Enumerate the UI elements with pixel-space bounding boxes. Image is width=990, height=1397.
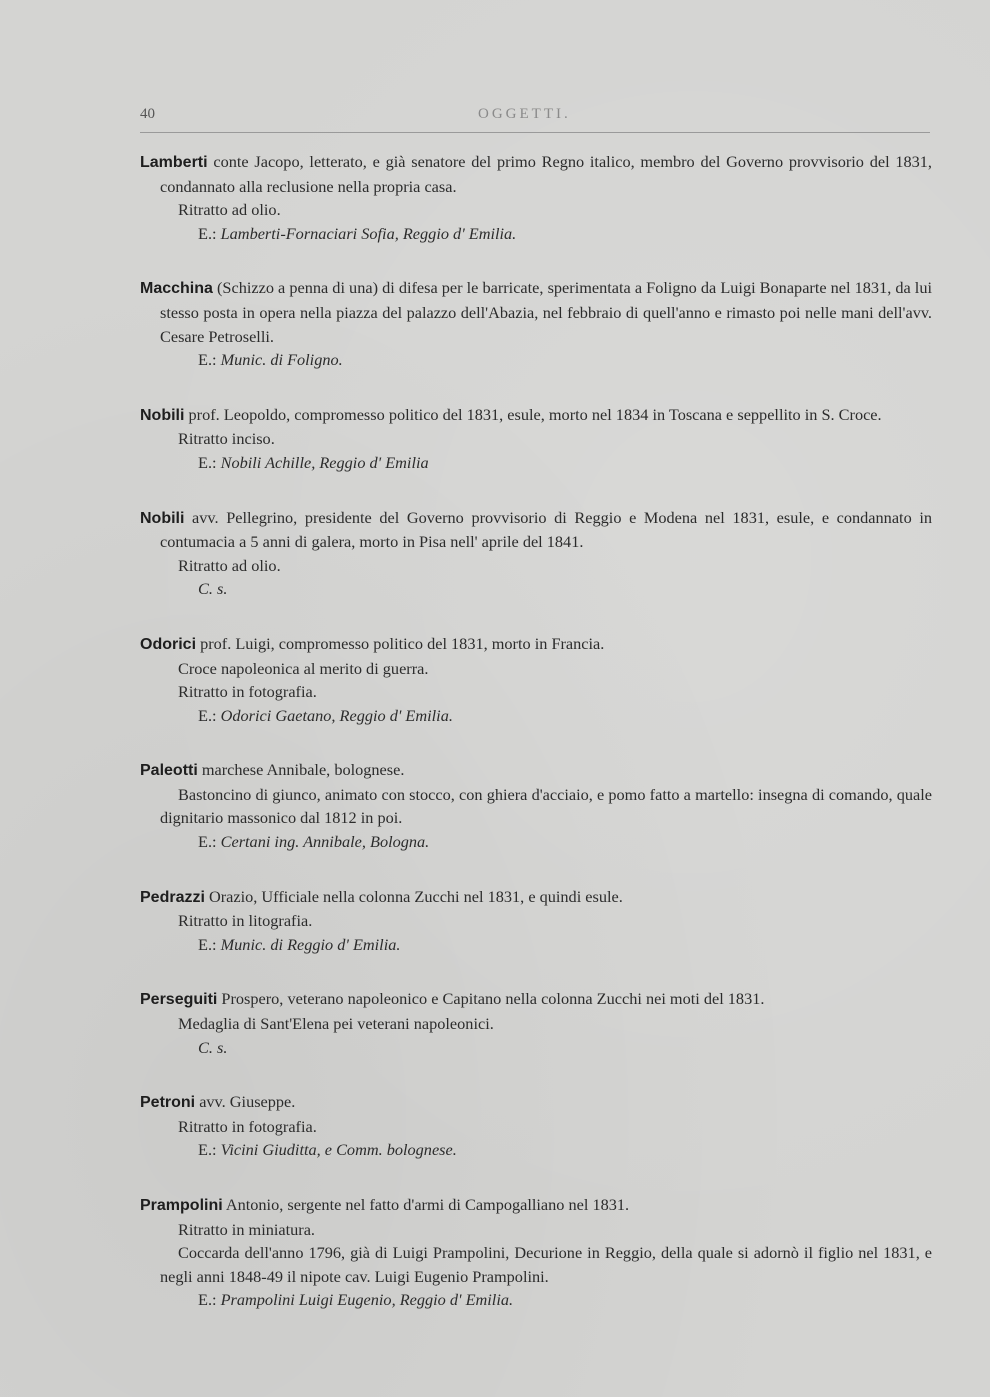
entry-text: Orazio, Ufficiale nella colonna Zucchi nel 1831, e quindi esule. [204,886,623,906]
entry-object: Ritratto in litografia. [178,911,313,931]
entry-name: Nobili [140,509,185,527]
entry-object: Ritratto in fotografia. [178,1116,317,1136]
entry-main [140,506,932,554]
entry-object: Croce napoleonica al merito di guerra. [178,658,429,678]
entry-main [140,885,932,910]
entry-object: Ritratto ad olio. [178,555,281,575]
entry [140,403,932,475]
entry-main [140,987,932,1012]
entry-name: Perseguiti [140,991,218,1009]
entry-text: avv. Giuseppe. [195,1092,296,1112]
entry-main [140,1090,932,1115]
entry [140,758,932,853]
entry-object: Ritratto ad olio. [178,200,281,220]
entry [140,506,932,601]
entry-text: avv. Pellegrino, presidente del Governo provvisorio di Reggio e Modena nel 1831, esule, e condannato in contumacia a 5 anni di galera, morto in Pisa nell' aprile del 1841. [160,507,932,552]
entry-object: Medaglia di Sant'Elena pei veterani napoleonici. [178,1014,494,1034]
entry-text: conte Jacopo, letterato, e già senatore del primo Regno italico, membro del Governo provvisorio del 1831, condannato alla reclusione nella propria casa. [160,152,932,196]
entry-source: E.: Lamberti-Fornaciari Sofia, Reggio d' Emilia. [198,223,517,243]
entry-name: Nobili [140,406,185,424]
entry [140,632,932,727]
entry [140,276,932,371]
entry-source: E.: Vicini Giuditta, e Comm. bolognese. [198,1140,457,1160]
entry-source: E.: Nobili Achille, Reggio d' Emilia [198,452,429,472]
entry-main [140,403,932,428]
entry-source: E.: Certani ing. Annibale, Bologna. [198,832,430,852]
entry-object: Ritratto in miniatura. [178,1219,316,1239]
entry-object: Ritratto in fotografia. [178,682,317,702]
entry-object: Ritratto inciso. [178,429,275,449]
page-number: 40 [140,106,155,122]
entry-text: prof. Leopoldo, compromesso politico del 1831, esule, morto nel 1834 in Toscana e seppellito in S. Croce. [184,404,882,424]
entry [140,150,932,245]
entries-list [140,150,932,1343]
entry [140,885,932,957]
entry-text: Prospero, veterano napoleonico e Capitano nella colonna Zucchi nei moti del 1831. [217,989,765,1009]
entry [140,1090,932,1162]
entry-name: Pedrazzi [140,888,205,906]
entry-text: Antonio, sergente nel fatto d'armi di Campogalliano nel 1831. [222,1195,630,1214]
entry [140,1193,932,1312]
running-title: OGGETTI. [478,106,571,122]
header-rule [140,132,930,133]
entry-name: Lamberti [140,154,208,171]
entry-main [140,1193,932,1218]
entry-source-cs: C. s. [198,579,228,599]
entry-description: Bastoncino di giunco, animato con stocco, con ghiera d'acciaio, e pomo fatto a martello: insegna di comando, quale dignitario massonico dal 1812 in poi. [160,784,932,828]
entry-description: Coccarda dell'anno 1796, già di Luigi Prampolini, Decurione in Reggio, della quale si adornò il figlio nel 1831, e negli anni 1848-49 il nipote cav. Luigi Eugenio Prampolini. [160,1243,932,1286]
entry-name: Macchina [140,280,213,298]
entry-main [140,276,932,348]
entry-source: E.: Munic. di Reggio d' Emilia. [198,934,401,954]
entry-name: Odorici [140,635,197,653]
entry [140,987,932,1059]
entry-main [140,150,932,198]
entry-text: marchese Annibale, bolognese. [197,760,405,780]
entry-text: prof. Luigi, compromesso politico del 1831, morto in Francia. [196,633,605,653]
entry-name: Petroni [140,1094,196,1112]
entry-source: E.: Odorici Gaetano, Reggio d' Emilia. [198,705,453,725]
entry-name: Prampolini [140,1197,223,1214]
page-header [140,106,932,130]
entry-text: (Schizzo a penna di una) di difesa per le barricate, sperimentata a Foligno da Luigi Bonaparte nel 1831, da lui stesso posta in opera nella piazza del palazzo dell'Abazia, nel febbraio di quell'anno e rimasto poi nelle mani dell'avv. Cesare Petroselli. [160,278,932,346]
entry-main [140,758,932,783]
entry-main [140,632,932,657]
entry-source: E.: Prampolini Luigi Eugenio, Reggio d' Emilia. [198,1290,514,1310]
entry-name: Paleotti [140,762,198,780]
entry-source-cs: C. s. [198,1037,228,1057]
entry-source: E.: Munic. di Foligno. [198,350,343,370]
